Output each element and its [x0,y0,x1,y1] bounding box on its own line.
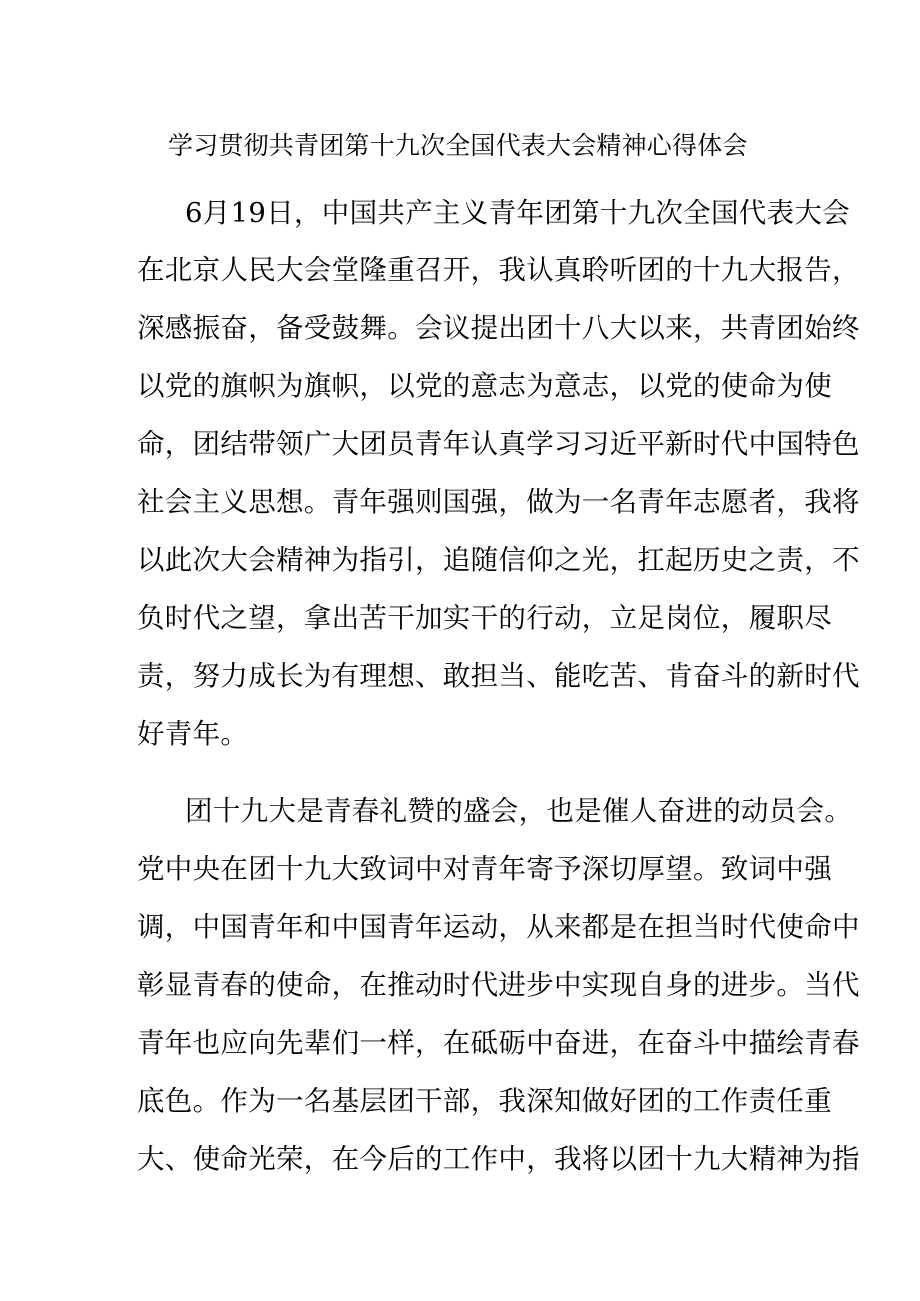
paragraph-1-line-5: 命，团结带领广大团员青年认真学习习近平新时代中国特色 [137,428,860,460]
paragraph-1-line-1: 6月19日，中国共产主义青年团第十九次全国代表大会 [185,197,850,229]
paragraph-2-line-7: 大、使命光荣，在今后的工作中，我将以团十九大精神为指 [137,1143,860,1175]
paragraph-1-line-10: 好青年。 [137,718,249,750]
paragraph-2-line-5: 青年也应向先辈们一样，在砥砺中奋进，在奋斗中描绘青春 [137,1027,860,1059]
paragraph-1-line-4: 以党的旗帜为旗帜，以党的意志为意志，以党的使命为使 [137,370,832,402]
paragraph-1-line-3: 深感振奋，备受鼓舞。会议提出团十八大以来，共青团始终 [137,312,860,344]
paragraph-2-line-6: 底色。作为一名基层团干部，我深知做好团的工作责任重 [137,1085,832,1117]
paragraph-1-line-7: 以此次大会精神为指引，追随信仰之光，扛起历史之责，不 [137,544,860,576]
paragraph-1-line-6: 社会主义思想。青年强则国强，做为一名青年志愿者，我将 [137,486,860,518]
paragraph-1-line-2: 在北京人民大会堂隆重召开，我认真聆听团的十九大报告， [137,254,860,286]
paragraph-1-line-8: 负时代之望，拿出苦干加实干的行动，立足岗位，履职尽 [137,602,832,634]
paragraph-2-line-4: 彰显青春的使命，在推动时代进步中实现自身的进步。当代 [137,969,860,1001]
document-title: 学习贯彻共青团第十九次全国代表大会精神心得体会 [168,131,748,160]
paragraph-2-line-1: 团十九大是青春礼赞的盛会，也是催人奋进的动员会。 [185,795,853,827]
paragraph-1-line-9: 责，努力成长为有理想、敢担当、能吃苦、肯奋斗的新时代 [137,660,860,692]
paragraph-2-line-2: 党中央在团十九大致词中对青年寄予深切厚望。致词中强 [137,853,832,885]
paragraph-2-line-3: 调，中国青年和中国青年运动，从来都是在担当时代使命中 [137,911,860,943]
